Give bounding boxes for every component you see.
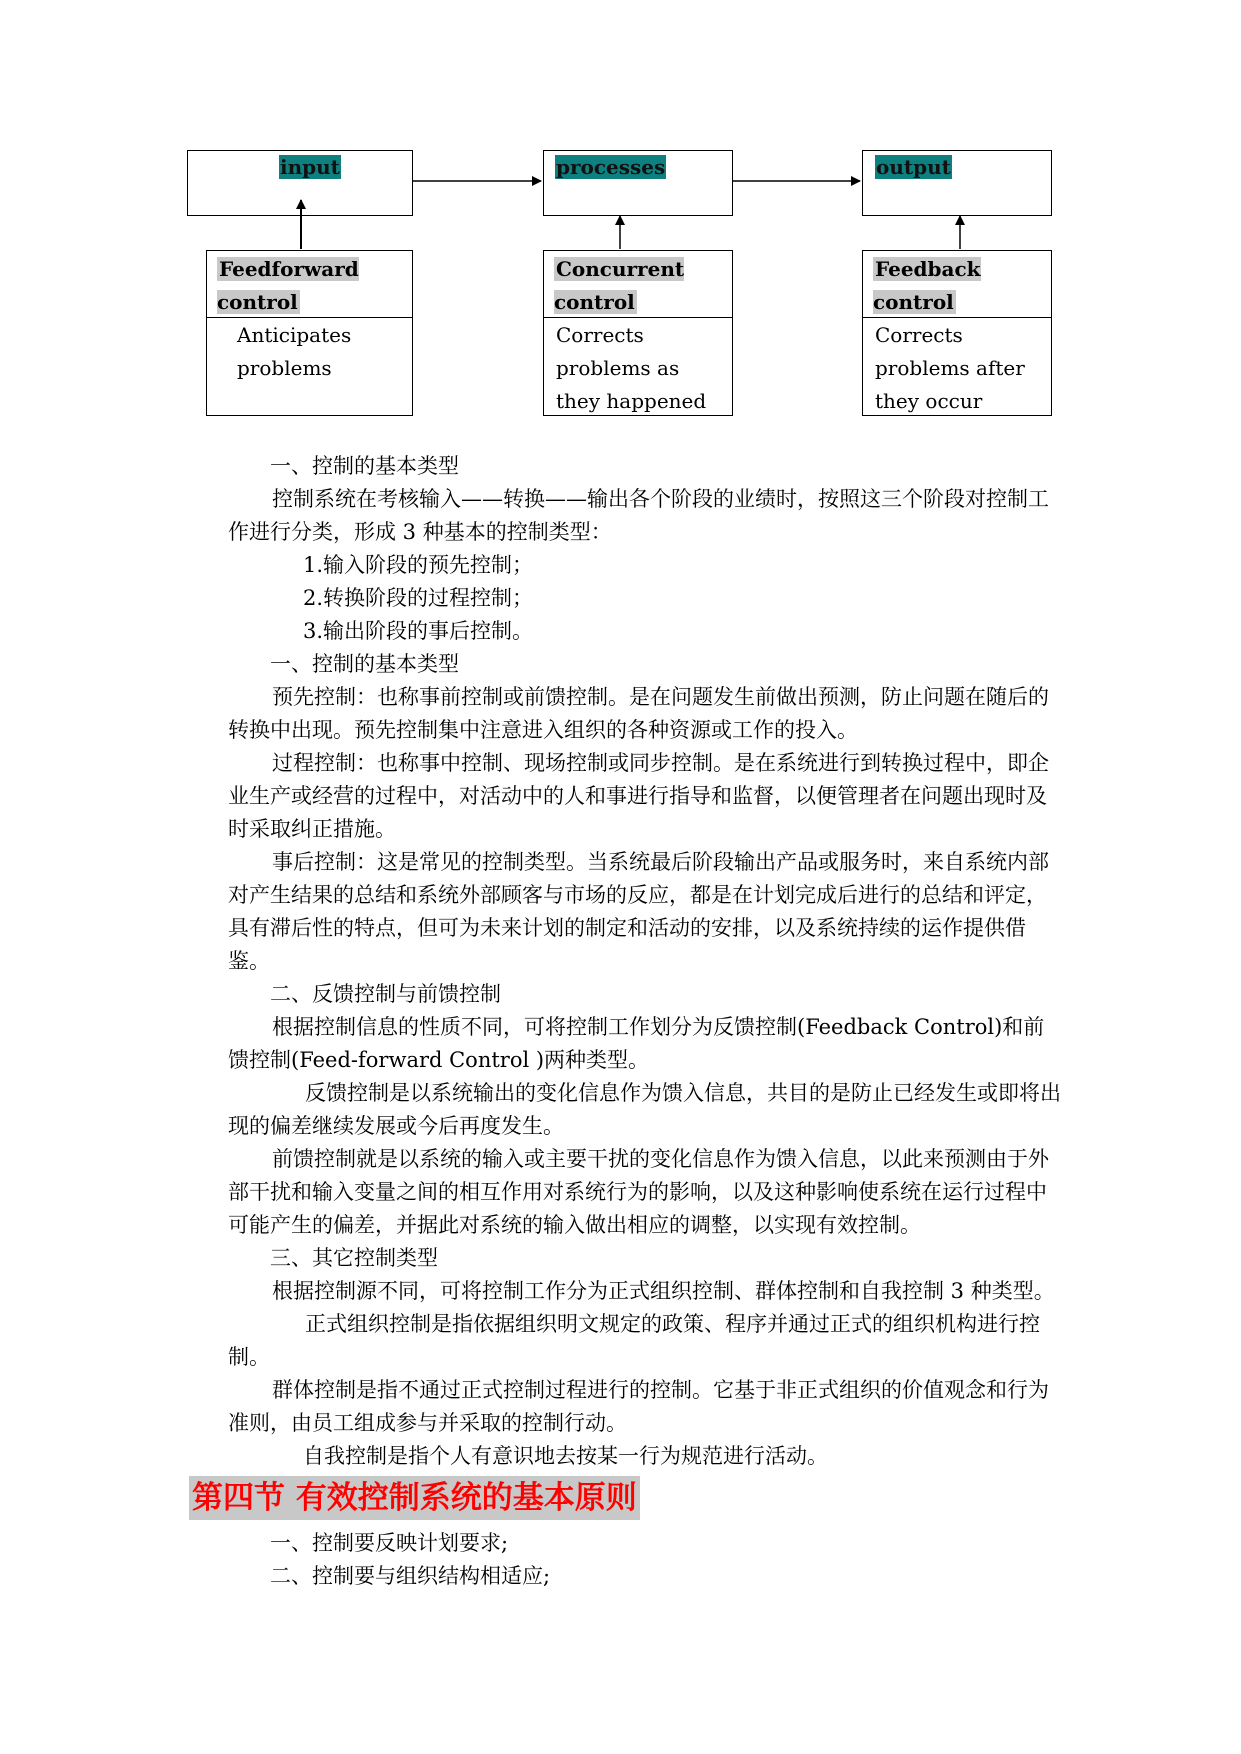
paragraph-control-source: 根据控制源不同，可将控制工作分为正式组织控制、群体控制和自我控制 3 种类型。 <box>272 1279 1055 1303</box>
paragraph-feedback: 事后控制：这是常见的控制类型。当系统最后阶段输出产品或服务时，来自系统内部对产生结果的总结和系统外部顾客与市场的反应，都是在计划完成后进行的总结和评定，具有滞后性的特点，但可为未来计划的制定和活动的安排，以及系统持续的运作提供借鉴。 <box>228 850 1049 973</box>
heading-basic-types: 一、控制的基本类型 <box>270 454 459 478</box>
list-item: 1.输入阶段的预先控制； <box>303 553 534 577</box>
paragraph-intro: 控制系统在考核输入——转换——输出各个阶段的业绩时，按照这三个阶段对控制工作进行分类，形成 3 种基本的控制类型： <box>228 487 1049 544</box>
heading-basic-types-2: 一、控制的基本类型 <box>270 652 459 676</box>
principle-item: 一、控制要反映计划要求; <box>270 1531 509 1555</box>
list-item: 2.转换阶段的过程控制； <box>303 586 534 610</box>
concurrent-control-title: Concurrent control <box>554 257 685 314</box>
paragraph-feedforward-control: 前馈控制就是以系统的输入或主要干扰的变化信息作为馈入信息，以此来预测由于外部干扰和输入变量之间的相互作用对系统行为的影响，以及这种影响使系统在运行过程中可能产生的偏差，并据此对系统的输入做出相应的调整，以实现有效控制。 <box>228 1147 1049 1237</box>
principle-item: 二、控制要与组织结构相适应; <box>270 1564 551 1588</box>
feedback-control-desc: Corrects problems after they occur <box>875 323 1025 413</box>
processes-label: processes <box>556 155 666 179</box>
feedforward-control-desc: Anticipates problems <box>237 323 352 380</box>
heading-other-types: 三、其它控制类型 <box>270 1246 438 1270</box>
input-label: input <box>280 155 340 179</box>
concurrent-control-desc: Corrects problems as they happened <box>556 323 707 413</box>
paragraph-formal-control: 正式组织控制是指依据组织明文规定的政策、程序并通过正式的组织机构进行控制。 <box>228 1312 1040 1369</box>
heading-feedback-feedforward: 二、反馈控制与前馈控制 <box>270 982 501 1006</box>
section-title: 第四节 有效控制系统的基本原则 <box>189 1476 640 1520</box>
paragraph-concurrent: 过程控制：也称事中控制、现场控制或同步控制。是在系统进行到转换过程中，即企业生产或经营的过程中，对活动中的人和事进行指导和监督，以便管理者在问题出现时及时采取纠正措施。 <box>228 751 1049 841</box>
paragraph-feedback-control: 反馈控制是以系统输出的变化信息作为馈入信息，共目的是防止已经发生或即将出现的偏差继续发展或今后再度发生。 <box>228 1081 1061 1138</box>
output-label: output <box>876 155 951 179</box>
paragraph-group-control: 群体控制是指不通过正式控制过程进行的控制。它基于非正式组织的价值观念和行为准则，由员工组成参与并采取的控制行动。 <box>228 1378 1049 1435</box>
paragraph-control-info: 根据控制信息的性质不同，可将控制工作划分为反馈控制(Feedback Control)和前馈控制(Feed-forward Control )两种类型。 <box>228 1015 1045 1072</box>
paragraph-feedforward: 预先控制：也称事前控制或前馈控制。是在问题发生前做出预测，防止问题在随后的转换中出现。预先控制集中注意进入组织的各种资源或工作的投入。 <box>228 685 1049 742</box>
diagram-arrows <box>0 0 1241 440</box>
list-item: 3.输出阶段的事后控制。 <box>303 619 534 643</box>
paragraph-self-control: 自我控制是指个人有意识地去按某一行为规范进行活动。 <box>303 1444 828 1468</box>
feedforward-control-title: Feedforward control <box>217 257 359 314</box>
feedback-control-title: Feedback control <box>873 257 981 314</box>
